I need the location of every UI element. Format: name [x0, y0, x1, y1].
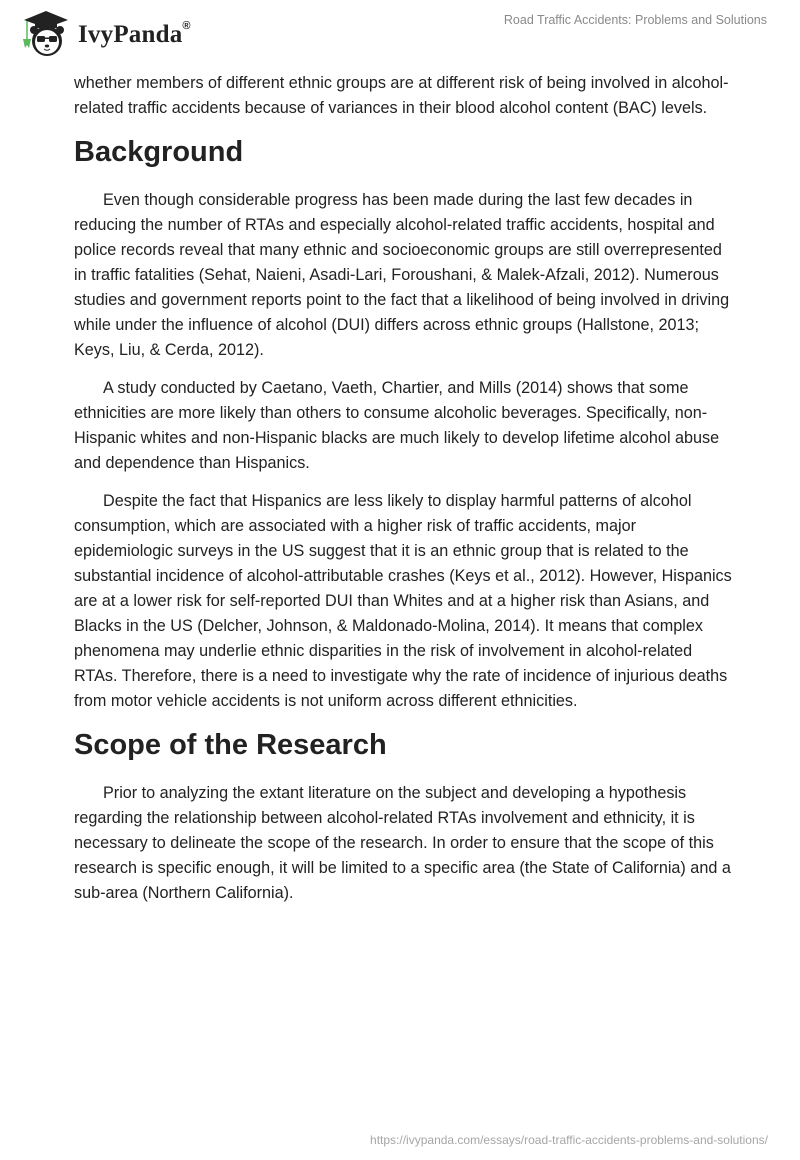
section-heading-background: Background [74, 136, 244, 168]
intro-paragraph: whether members of different ethnic groups are at different risk of being involved in alcohol-related traffic accidents because of variances in their blood alcohol content (BAC) levels. [74, 74, 729, 117]
registered-mark: ® [182, 19, 191, 32]
paragraph: Even though considerable progress has been made during the last few decades in reducing the number of RTAs and especially alcohol-related traffic accidents, hospital and police records reveal that many ethnic and socioeconomic groups are still overrepresented in traffic fatalities (Sehat, Naieni, Asadi-Lari, Foroushani, & Malek-Afzali, 2012). Numerous studies and government reports point to the fact that a likelihood of being involved in driving while under the influence of alcohol (DUI) differs across ethnic groups (Hallstone, 2013; Keys, Liu, & Cerda, 2012). [74, 191, 730, 359]
source-url-link[interactable]: https://ivypanda.com/essays/road-traffic-accidents-problems-and-solutions/ [370, 1133, 768, 1147]
logo-text: IvyPanda® [78, 19, 191, 48]
paragraph: Despite the fact that Hispanics are less likely to display harmful patterns of alcohol consumption, which are associated with a higher risk of traffic accidents, major epidemiologic surveys in the US suggest that it is an ethnic group that is related to the substantial incidence of alcohol-attributable crashes (Keys et al., 2012). However, Hispanics are at a lower risk for self-reported DUI than Whites and at a higher risk than Asians, and Blacks in the US (Delcher, Johnson, & Maldonado-Molina, 2014). It means that complex phenomena may underlie ethnic disparities in the risk of involvement in alcohol-related RTAs. Therefore, there is a need to investigate why the rate of incidence of injurious deaths from motor vehicle accidents is not uniform across different ethnicities. [74, 492, 732, 710]
essay-content [74, 71, 734, 919]
ivypanda-logo[interactable] [18, 8, 191, 58]
section-heading-scope: Scope of the Research [74, 729, 387, 761]
document-title: Road Traffic Accidents: Problems and Solutions [503, 13, 767, 27]
paragraph: Prior to analyzing the extant literature on the subject and developing a hypothesis regarding the relationship between alcohol-related RTAs involvement and ethnicity, it is necessary to delineate the scope of the research. In order to ensure that the scope of this research is specific enough, it will be limited to a specific area (the State of California) and a sub-area (Northern California). [74, 784, 731, 902]
paragraph: A study conducted by Caetano, Vaeth, Chartier, and Mills (2014) shows that some ethnicities are more likely than others to consume alcoholic beverages. Specifically, non-Hispanic whites and non-Hispanic blacks are much likely to develop lifetime alcohol abuse and dependence than Hispanics. [74, 379, 720, 472]
page-header [0, 0, 800, 62]
panda-graduate-icon [18, 8, 74, 58]
